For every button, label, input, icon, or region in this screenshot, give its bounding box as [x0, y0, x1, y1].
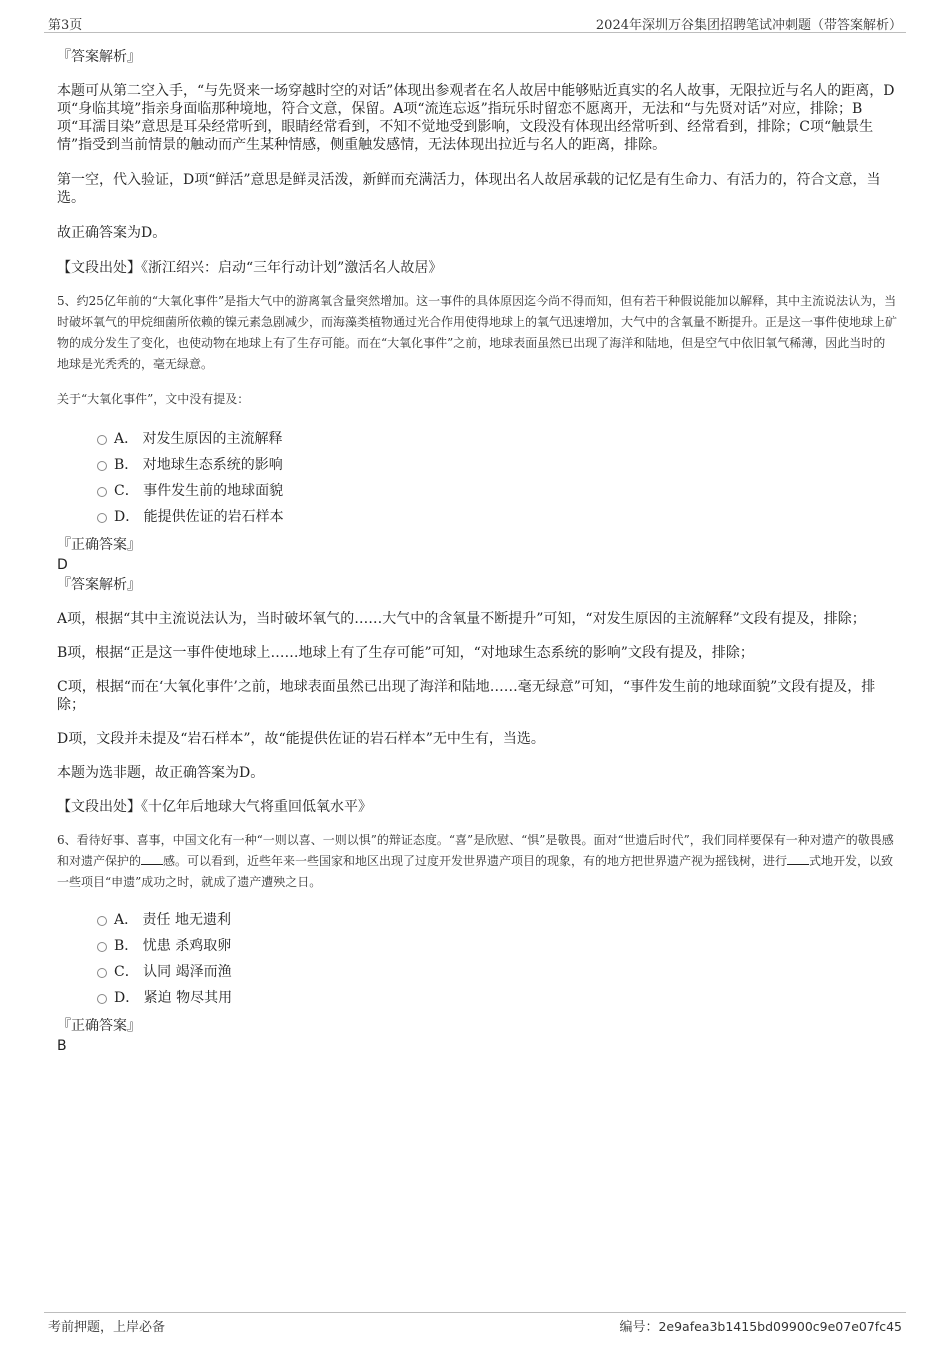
q5-source: 【文段出处】《十亿年后地球大气将重回低氧水平》 — [57, 799, 372, 815]
q6-answer: B — [57, 1038, 67, 1054]
q4-analysis-paragraph-2: 第一空，代入验证，D项“鲜活”意思是鲜灵活泼，新鲜而充满活力，体现出名人故居承载的记忆是有生命力、有活力的，符合文意，当选。 — [57, 172, 881, 206]
q5-question: 关于“大氧化事件”，文中没有提及： — [57, 392, 250, 406]
q5-answer-label: 『正确答案』 — [57, 537, 141, 553]
radio-icon[interactable] — [97, 968, 107, 978]
radio-icon[interactable] — [97, 435, 107, 445]
q5-analysis-a: A项，根据“其中主流说法认为，当时破坏氧气的……大气中的含氧量不断提升”可知，“对发生原因的主流解释”文段有提及，排除； — [57, 611, 866, 627]
q6-blank-2 — [787, 853, 809, 865]
q5-options — [57, 426, 897, 530]
q6-blank-1 — [141, 853, 163, 865]
radio-icon[interactable] — [97, 487, 107, 497]
q6-passage — [57, 830, 897, 893]
q5-option-b[interactable] — [57, 452, 897, 478]
q6-passage-part-1: 6、看待好事、喜事，中国文化有一种“一则以喜、一则以惧”的辩证态度。“喜”是欣慰、“惧”是敬畏。面对“世遗后时代”，我们同样要保有一种对遗产的敬畏感和对遗产保护的 — [57, 833, 894, 868]
option-label: D． 紧迫 物尽其用 — [114, 990, 233, 1006]
q5-passage: 5、约25亿年前的“大氧化事件”是指大气中的游离氧含量突然增加。这一事件的具体原因迄今尚不得而知，但有若干种假说能加以解释，其中主流说法认为，当时破坏氧气的甲烷细菌所依赖的镍元素急剧减少，而海藻类植物通过光合作用使得地球上的氧气迅速增加，大气中的含氧量不断提升。正是这一事件使地球上矿物的成分发生了变化，也使动物在地球上有了生存可能。而在“大氧化事件”之前，地球表面虽然已出现了海洋和陆地，但是空气中依旧氧气稀薄，因此当时的地球是光秃秃的，毫无绿意。 — [57, 294, 898, 371]
code-value: 2e9afea3b1415bd09900c9e07e07fc45 — [658, 1319, 902, 1334]
option-label: B． 忧患 杀鸡取卵 — [114, 938, 232, 954]
option-label: C． 事件发生前的地球面貌 — [114, 483, 284, 499]
q5-option-a[interactable] — [57, 426, 897, 452]
option-label: D． 能提供佐证的岩石样本 — [114, 509, 284, 525]
q5-option-d[interactable] — [57, 504, 897, 530]
document-code — [619, 1316, 902, 1335]
option-label: A． 责任 地无遗利 — [114, 912, 232, 928]
radio-icon[interactable] — [97, 994, 107, 1004]
document-title: 2024年深圳万谷集团招聘笔试冲刺题（带答案解析） — [595, 18, 902, 33]
page-content — [57, 46, 897, 1055]
page-number: 第3页 — [48, 18, 83, 33]
footer-slogan: 考前押题，上岸必备 — [48, 1320, 166, 1335]
q5-analysis-label: 『答案解析』 — [57, 577, 141, 593]
q5-option-c[interactable] — [57, 478, 897, 504]
q4-analysis-label: 『答案解析』 — [57, 49, 141, 65]
q5-answer: D — [57, 557, 68, 573]
q6-option-c[interactable] — [57, 959, 897, 985]
q6-options — [57, 907, 897, 1011]
code-label: 编号： — [619, 1320, 659, 1335]
q4-conclusion: 故正确答案为D。 — [57, 225, 167, 241]
q6-option-d[interactable] — [57, 985, 897, 1011]
q6-passage-part-2: 感。可以看到，近些年来一些国家和地区出现了过度开发世界遗产项目的现象，有的地方把世界遗产视为摇钱树，进行 — [163, 854, 788, 868]
radio-icon[interactable] — [97, 942, 107, 952]
q5-analysis-c: C项，根据“而在‘大氧化事件’之前，地球表面虽然已出现了海洋和陆地……毫无绿意”可知，“事件发生前的地球面貌”文段有提及，排除； — [57, 679, 876, 713]
q6-answer-label: 『正确答案』 — [57, 1018, 141, 1034]
q5-analysis-d: D项，文段并未提及“岩石样本”，故“能提供佐证的岩石样本”无中生有，当选。 — [57, 731, 545, 747]
radio-icon[interactable] — [97, 461, 107, 471]
option-label: A． 对发生原因的主流解释 — [114, 431, 283, 447]
page-header — [44, 12, 906, 33]
q6-option-a[interactable] — [57, 907, 897, 933]
page-footer — [44, 1312, 906, 1335]
radio-icon[interactable] — [97, 916, 107, 926]
q5-conclusion: 本题为选非题，故正确答案为D。 — [57, 765, 265, 781]
option-label: B． 对地球生态系统的影响 — [114, 457, 283, 473]
q4-analysis-paragraph-1: 本题可从第二空入手，“与先贤来一场穿越时空的对话”体现出参观者在名人故居中能够贴近真实的名人故事，无限拉近与名人的距离，D项“身临其境”指亲身面临那种境地，符合文意，保留。A项“流连忘返”指玩乐时留恋不愿离开，无法和“与先贤对话”对应，排除；B项“耳濡目染”意思是耳朵经常听到，眼睛经常看到，不知不觉地受到影响，文段没有体现出经常听到、经常看到，排除；C项“触景生情”指受到当前情景的触动而产生某种情感，侧重触发感情，无法体现出拉近与名人的距离，排除。 — [57, 83, 895, 153]
q6-option-b[interactable] — [57, 933, 897, 959]
radio-icon[interactable] — [97, 513, 107, 523]
q4-source: 【文段出处】《浙江绍兴：启动“三年行动计划”激活名人故居》 — [57, 260, 443, 276]
q5-analysis-b: B项，根据“正是这一事件使地球上……地球上有了生存可能”可知，“对地球生态系统的影响”文段有提及，排除； — [57, 645, 754, 661]
q6-passage-part-3: 式地开发，以致一些项目“申遗”成功之时，就成了遗产遭殃之日。 — [57, 854, 894, 889]
option-label: C． 认同 竭泽而渔 — [114, 964, 232, 980]
